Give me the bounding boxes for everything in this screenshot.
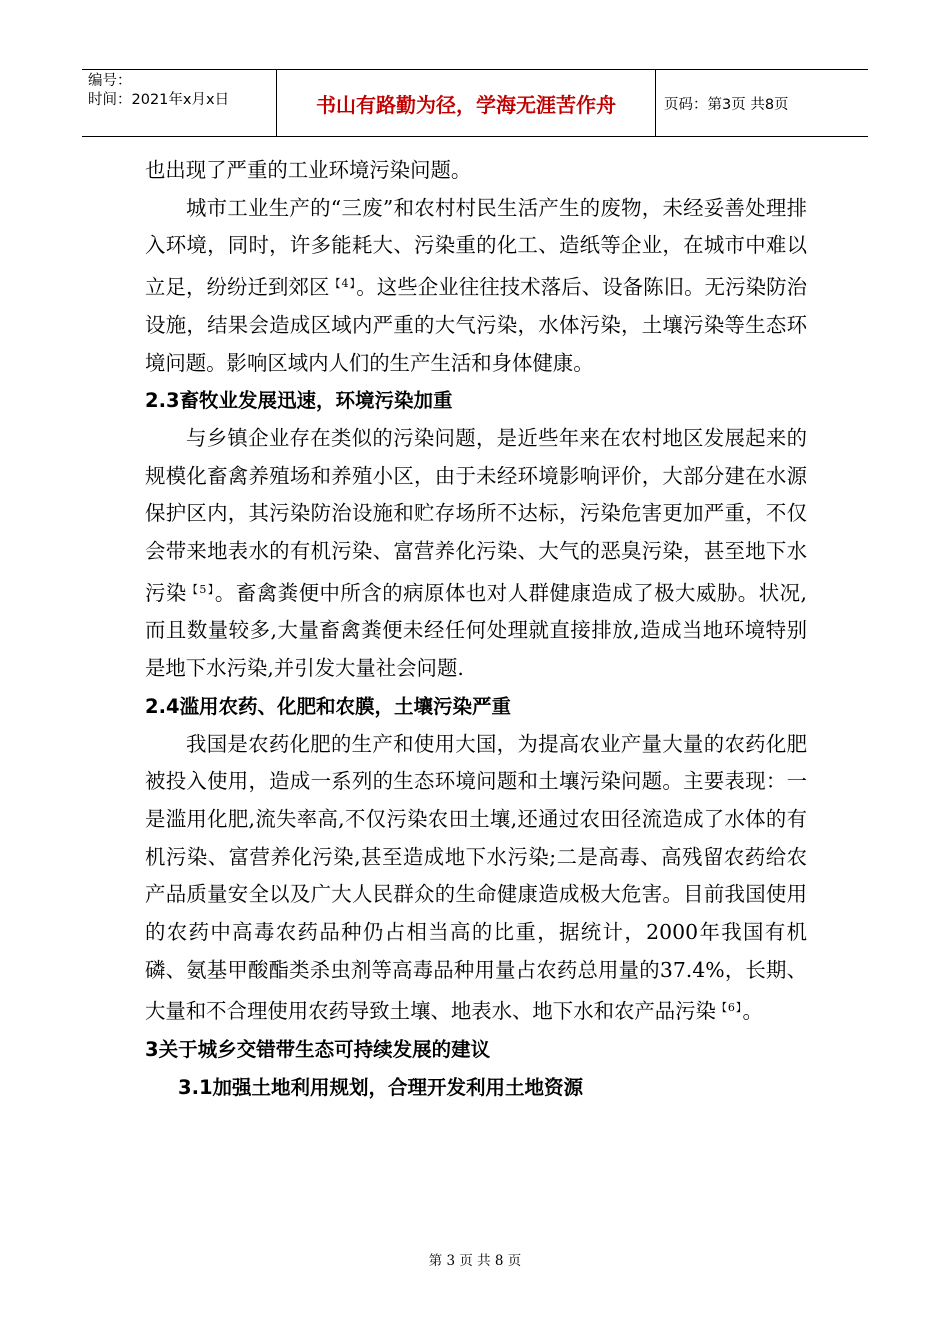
document-number-label: 编号： bbox=[88, 73, 132, 89]
page-footer: 第 3 页 共 8 页 bbox=[428, 1253, 522, 1269]
document-body bbox=[145, 152, 807, 1107]
paragraph-text: 。这些企业往往技术落后、设备陈旧。无污染防治设施，结果会造成区域内严重的大气污染，水体污染，土壤污染等生态环境问题。影响区域内人们的生产生活和身体健康。 bbox=[145, 275, 808, 375]
paragraph-text: 我国是农药化肥的生产和使用大国，为提高农业产量大量的农药化肥被投入使用，造成一系列的生态环境问题和土壤污染问题。主要表现：一是滥用化肥,流失率高,不仅污染农田土壤,还通过农田径流造成了水体的有机污染、富营养化污染,甚至造成地下水污染;二是高毒、高残留农药给农产品质量安全以及广大人民群众的生命健康造成极大危害。目前我国使用的农药中高毒农药品种仍占相当高的比重，据统计，2000年我国有机磷、氨基甲酸酯类杀虫剂等高毒品种用量占农药总用量的37.4%，长期、大量和不合理使用农药导致土壤、地表水、地下水和农产品污染 bbox=[145, 731, 807, 1024]
page-header bbox=[82, 69, 868, 137]
paragraph-livestock bbox=[145, 420, 807, 688]
header-page-info: 页码：第3页 共8页 bbox=[664, 96, 789, 113]
header-meta bbox=[82, 70, 277, 136]
citation-5: 【5】 bbox=[186, 582, 215, 596]
header-motto: 书山有路勤为径，学海无涯苦作舟 bbox=[277, 70, 656, 136]
citation-4: 【4】 bbox=[329, 277, 357, 291]
section-heading-3: 3关于城乡交错带生态可持续发展的建议 bbox=[145, 1038, 491, 1062]
paragraph-urban-waste bbox=[145, 190, 807, 383]
paragraph-pesticides bbox=[145, 726, 807, 1032]
paragraph-text: 城市工业生产的“三废”和农村村民生活产生的废物，未经妥善处理排入环境，同时，许多能耗大、污染重的化工、造纸等企业，在城市中难以立足，纷纷迁到郊区 bbox=[145, 195, 807, 300]
paragraph-text: 与乡镇企业存在类似的污染问题，是近些年来在农村地区发展起来的规模化畜禽养殖场和养殖小区，由于未经环境影响评价，大部分建在水源保护区内，其污染防治设施和贮存场所不达标，污染危害更加严重，不仅会带来地表水的有机污染、富营养化污染、大气的恶臭污染，甚至地下水污染 bbox=[145, 425, 807, 605]
citation-6: 【6】 bbox=[715, 1001, 743, 1015]
paragraph-text: 。 bbox=[742, 999, 763, 1024]
document-time-label: 时间：2021年x月x日 bbox=[88, 92, 230, 108]
section-heading-2-3: 2.3畜牧业发展迅速，环境污染加重 bbox=[145, 389, 453, 413]
section-heading-3-1: 3.1加强土地利用规划，合理开发利用土地资源 bbox=[178, 1075, 584, 1099]
paragraph-industrial-pollution: 也出现了严重的工业环境污染问题。 bbox=[145, 158, 472, 182]
paragraph-text: 。畜禽粪便中所含的病原体也对人群健康造成了极大威胁。状况,而且数量较多,大量畜禽粪便未经任何处理就直接排放,造成当地环境特别是地下水污染,并引发大量社会问题. bbox=[145, 580, 808, 681]
section-heading-2-4: 2.4滥用农药、化肥和农膜，土壤污染严重 bbox=[145, 694, 512, 718]
